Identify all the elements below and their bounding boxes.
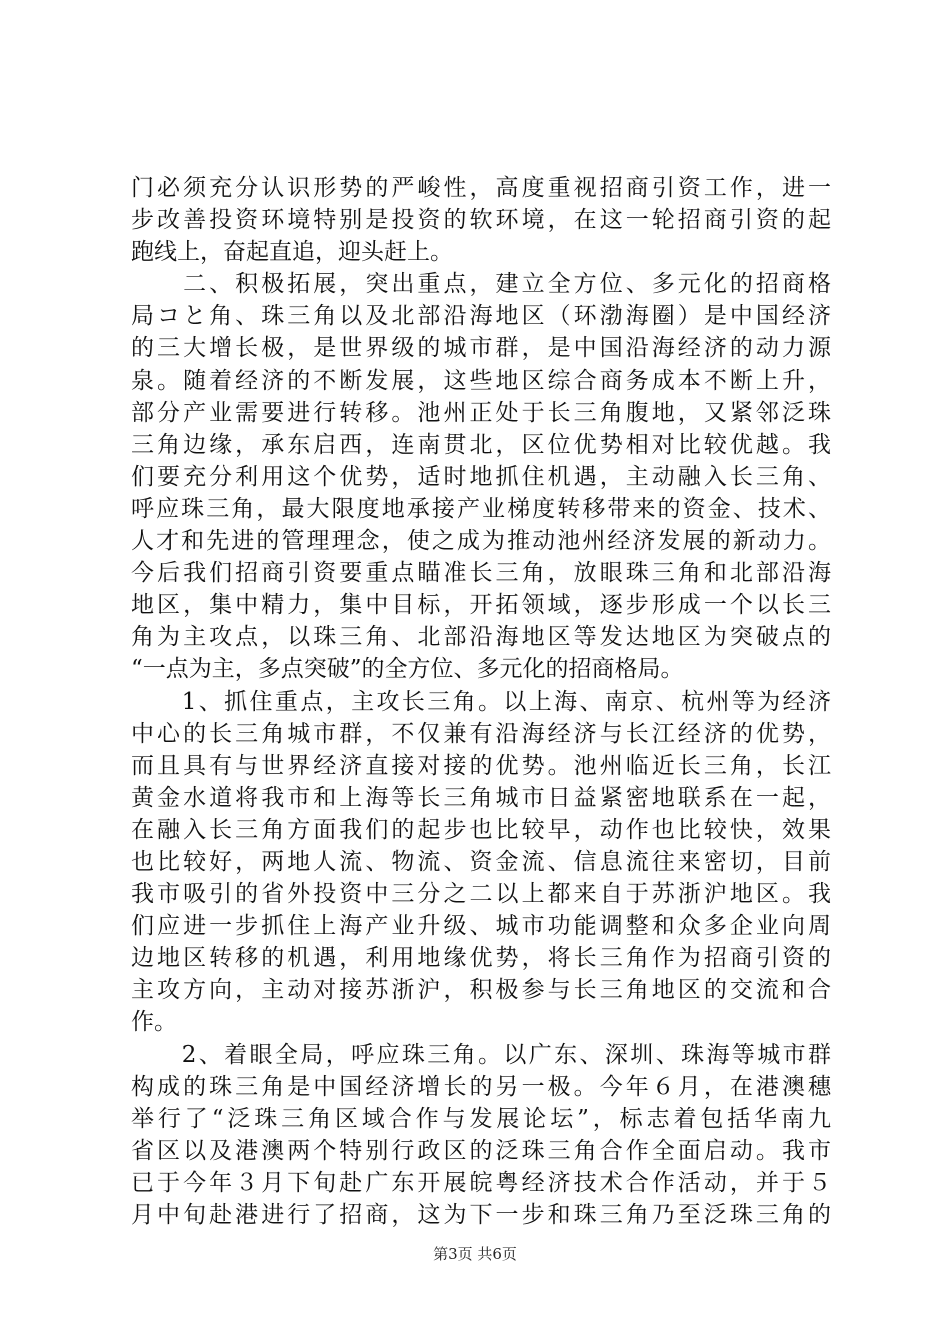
text-line: 2、着眼全局，呼应珠三角。以广东、深圳、珠海等城市群 [131, 1041, 831, 1068]
document-body [131, 172, 831, 1231]
text-line: 举行了“泛珠三角区域合作与发展论坛”，标志着包括华南九 [131, 1105, 831, 1132]
text-line: 步改善投资环境特别是投资的软环境，在这一轮招商引资的起 [131, 207, 831, 234]
text-line: 月中旬赴港进行了招商，这为下一步和珠三角乃至泛珠三角的 [131, 1202, 831, 1228]
text-line: 们应进一步抓住上海产业升级、城市功能调整和众多企业向周 [131, 913, 831, 940]
text-line: 1、抓住重点，主攻长三角。以上海、南京、杭州等为经济 [131, 688, 831, 715]
text-line: 中心的长三角城市群，不仅兼有沿海经济与长江经济的优势， [131, 720, 831, 747]
text-line: 省区以及港澳两个特别行政区的泛珠三角合作全面启动。我市 [131, 1137, 831, 1164]
text-line: 地区，集中精力，集中目标，开拓领域，逐步形成一个以长三 [131, 592, 831, 619]
text-line: 构成的珠三角是中国经济增长的另一极。今年６月，在港澳穗 [131, 1073, 831, 1100]
text-line: 呼应珠三角，最大限度地承接产业梯度转移带来的资金、技术、 [131, 495, 831, 522]
text-line: 作。 [131, 1009, 177, 1036]
text-line: 今后我们招商引资要重点瞄准长三角，放眼珠三角和北部沿海 [131, 560, 831, 587]
text-line: 部分产业需要进行转移。池州正处于长三角腹地，又紧邻泛珠 [131, 399, 831, 426]
text-line: 们要充分利用这个优势，适时地抓住机遇，主动融入长三角、 [131, 463, 831, 490]
text-line: “一点为主，多点突破”的全方位、多元化的招商格局。 [131, 656, 684, 683]
page-footer: 第3页 共6页 [433, 1245, 517, 1263]
text-line: 角为主攻点，以珠三角、北部沿海地区等发达地区为突破点的 [131, 624, 831, 651]
text-line: 也比较好，两地人流、物流、资金流、信息流往来密切，目前 [131, 848, 831, 875]
text-line: 在融入长三角方面我们的起步也比较早，动作也比较快，效果 [131, 816, 831, 843]
text-line: 门必须充分认识形势的严峻性，高度重视招商引资工作，进一 [131, 175, 831, 201]
text-line: 边地区转移的机遇，利用地缘优势，将长三角作为招商引资的 [131, 945, 831, 972]
text-line: 主攻方向，主动对接苏浙沪，积极参与长三角地区的交流和合 [131, 977, 831, 1004]
text-line: 二、积极拓展，突出重点，建立全方位、多元化的招商格 [131, 271, 831, 298]
text-line: 跑线上，奋起直追，迎头赶上。 [131, 239, 453, 266]
text-line: 黄金水道将我市和上海等长三角城市日益紧密地联系在一起， [131, 784, 831, 811]
text-line: 泉。随着经济的不断发展，这些地区综合商务成本不断上升， [131, 367, 831, 394]
text-line: 的三大增长极，是世界级的城市群，是中国沿海经济的动力源 [131, 335, 831, 362]
text-line: 而且具有与世界经济直接对接的优势。池州临近长三角，长江 [131, 752, 831, 779]
text-line: 局コと角、珠三角以及北部沿海地区（环渤海圈）是中国经济 [131, 303, 831, 330]
text-line: 已于今年３月下旬赴广东开展皖粤经济技术合作活动，并于５ [131, 1169, 831, 1196]
text-line: 三角边缘，承东启西，连南贯北，区位优势相对比较优越。我 [131, 431, 831, 458]
text-line: 人才和先进的管理理念，使之成为推动池州经济发展的新动力。 [131, 528, 831, 555]
text-line: 我市吸引的省外投资中三分之二以上都来自于苏浙沪地区。我 [131, 881, 831, 908]
